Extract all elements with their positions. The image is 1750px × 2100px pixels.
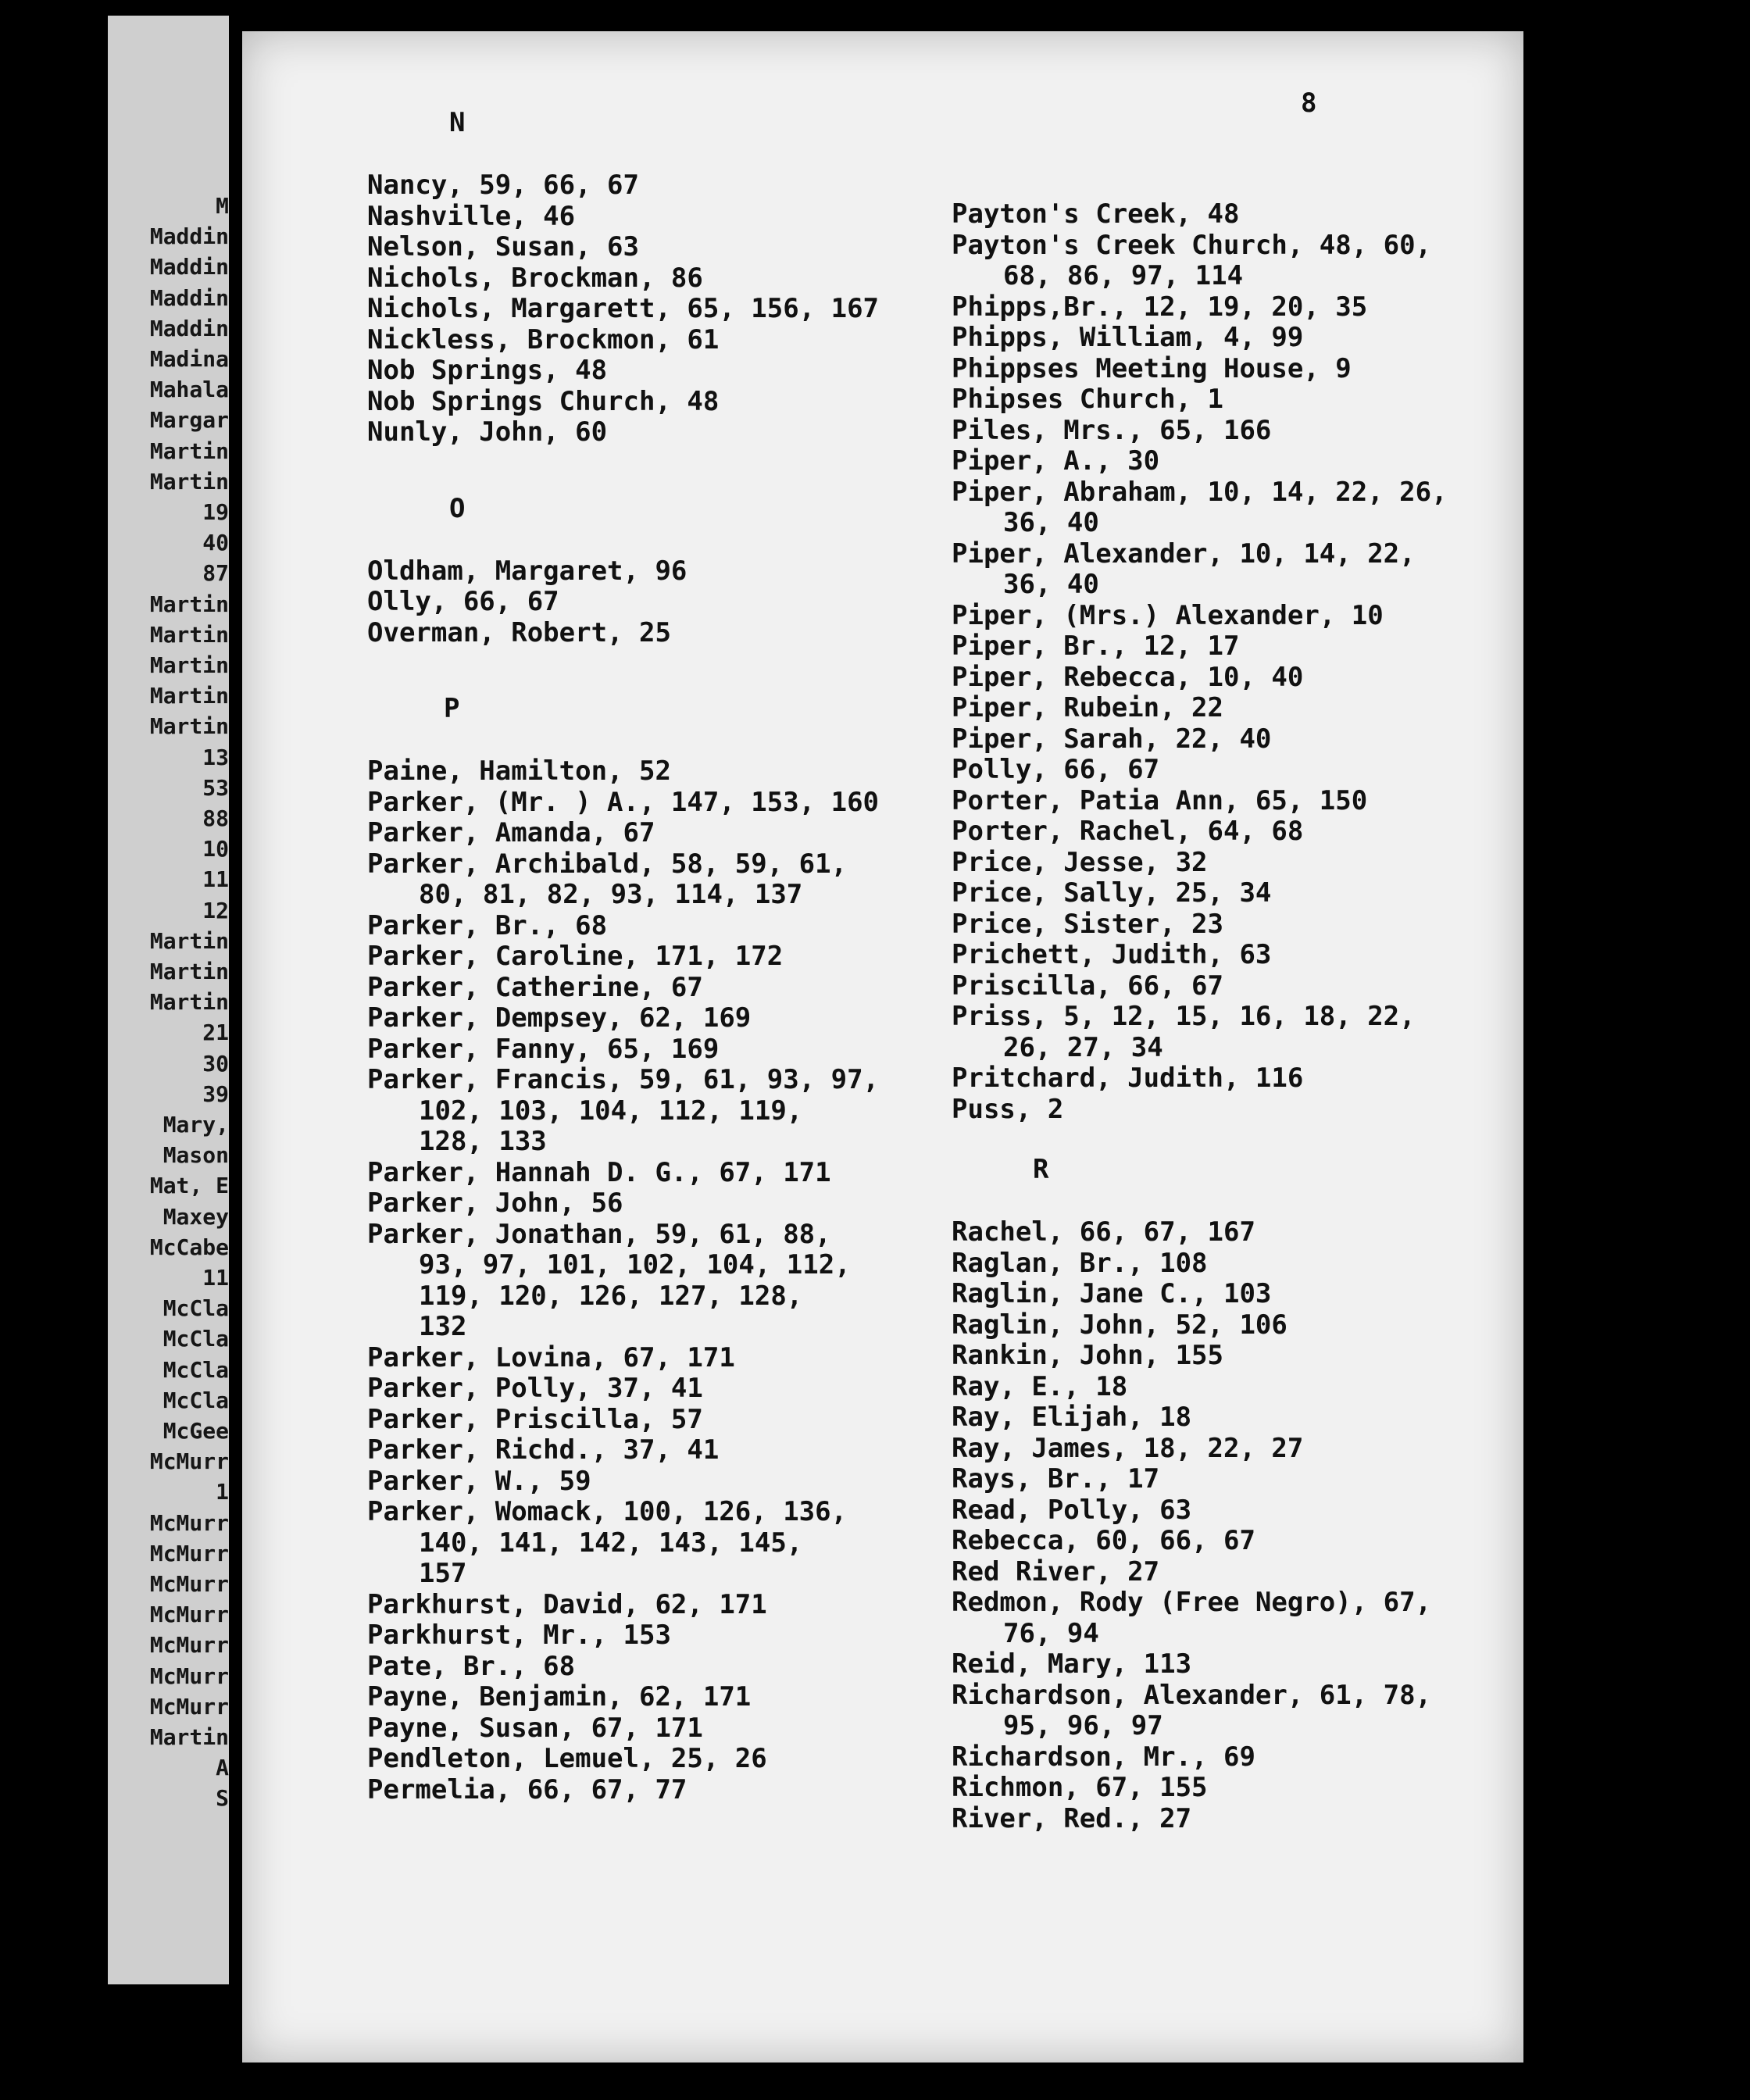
index-entry: Piper, (Mrs.) Alexander, 10 xyxy=(952,599,1384,631)
index-entry: Puss, 2 xyxy=(952,1093,1064,1125)
index-entry: Nancy, 59, 66, 67 xyxy=(367,170,639,201)
index-entry: Nichols, Brockman, 86 xyxy=(367,262,703,294)
margin-fragment: McGee xyxy=(162,1418,229,1444)
margin-fragment: 40 xyxy=(202,530,229,556)
index-entry: Payne, Susan, 67, 171 xyxy=(367,1712,703,1744)
section-letter: P xyxy=(444,693,460,724)
section-letter: R xyxy=(1033,1154,1049,1185)
index-entry: Parkhurst, Mr., 153 xyxy=(367,1620,671,1651)
index-entry-continuation: 36, 40 xyxy=(1003,507,1099,538)
index-entry: Parker, Richd., 37, 41 xyxy=(367,1434,720,1466)
index-entry: Permelia, 66, 67, 77 xyxy=(367,1773,688,1805)
margin-fragment: Martin xyxy=(149,1724,229,1750)
margin-fragment: Martin xyxy=(149,713,229,740)
index-entry: Nob Springs, 48 xyxy=(367,355,608,386)
margin-fragment: 19 xyxy=(202,499,229,525)
index-entry: Pritchard, Judith, 116 xyxy=(952,1062,1304,1094)
index-entry: Paine, Hamilton, 52 xyxy=(367,755,671,787)
margin-fragment: 1 xyxy=(216,1479,229,1505)
margin-fragment: Madina xyxy=(149,346,229,372)
margin-fragment: Martin xyxy=(149,468,229,495)
index-entry: Nickless, Brockmon, 61 xyxy=(367,323,720,355)
margin-fragment: M xyxy=(216,193,229,219)
index-entry: Nashville, 46 xyxy=(367,200,576,232)
index-entry: Richmon, 67, 155 xyxy=(952,1772,1208,1803)
margin-fragment: 30 xyxy=(202,1050,229,1077)
index-entry-continuation: 140, 141, 142, 143, 145, xyxy=(419,1527,803,1559)
index-entry: Read, Polly, 63 xyxy=(952,1494,1192,1526)
margin-fragment: Martin xyxy=(149,959,229,984)
margin-fragment: A xyxy=(216,1755,229,1781)
margin-fragment: Mason xyxy=(162,1142,229,1169)
margin-fragment: McMurr xyxy=(149,1509,229,1536)
index-entry-continuation: 36, 40 xyxy=(1003,569,1099,600)
index-entry: Phipps,Br., 12, 19, 20, 35 xyxy=(952,291,1368,323)
index-entry: Parker, Amanda, 67 xyxy=(367,817,655,848)
index-entry: Payton's Creek Church, 48, 60, xyxy=(952,229,1432,261)
margin-fragment: 10 xyxy=(202,836,229,862)
index-entry-continuation: 157 xyxy=(419,1558,467,1589)
index-entry: Red River, 27 xyxy=(952,1555,1160,1588)
index-entry: Nob Springs Church, 48 xyxy=(367,385,720,417)
margin-fragment: Martin xyxy=(149,683,229,709)
index-entry: Raglin, John, 52, 106 xyxy=(952,1309,1288,1341)
index-entry-continuation: 26, 27, 34 xyxy=(1003,1031,1163,1063)
index-entry: Piper, Br., 12, 17 xyxy=(952,630,1240,662)
index-entry: River, Red., 27 xyxy=(952,1802,1192,1834)
margin-fragment: Maddin xyxy=(149,254,229,280)
index-entry: Ray, Elijah, 18 xyxy=(952,1402,1192,1433)
index-entry: Raglan, Br., 108 xyxy=(952,1247,1208,1279)
index-entry: Parker, Archibald, 58, 59, 61, xyxy=(367,848,848,880)
page-number: 8 xyxy=(1301,88,1317,119)
index-entry: Piper, Rebecca, 10, 40 xyxy=(952,661,1304,693)
index-entry: Priss, 5, 12, 15, 16, 18, 22, xyxy=(952,1001,1416,1032)
index-entry: Parker, Dempsey, 62, 169 xyxy=(367,1002,752,1034)
index-entry: Phippses Meeting House, 9 xyxy=(952,352,1352,384)
margin-fragment: S xyxy=(216,1785,229,1812)
index-entry: Richardson, Mr., 69 xyxy=(952,1741,1255,1773)
index-entry: Price, Jesse, 32 xyxy=(952,846,1208,878)
index-entry: Pendleton, Lemuel, 25, 26 xyxy=(367,1743,767,1774)
index-entry: Piper, Abraham, 10, 14, 22, 26, xyxy=(952,476,1448,508)
section-letter: N xyxy=(449,107,466,138)
margin-fragment: 88 xyxy=(202,805,229,831)
index-entry: Polly, 66, 67 xyxy=(952,754,1160,785)
index-entry: Rankin, John, 155 xyxy=(952,1340,1223,1371)
margin-fragment: Martin xyxy=(149,591,229,617)
margin-fragment: McMurr xyxy=(149,1662,229,1689)
index-entry: Parker, John, 56 xyxy=(367,1188,623,1219)
margin-fragment: McMurr xyxy=(149,1693,229,1720)
index-entry-continuation: 119, 120, 126, 127, 128, xyxy=(419,1280,803,1312)
margin-fragment: 87 xyxy=(202,560,229,587)
index-entry: Nunly, John, 60 xyxy=(367,416,608,448)
index-entry: Piper, Sarah, 22, 40 xyxy=(952,723,1272,755)
index-entry: Price, Sister, 23 xyxy=(952,908,1223,940)
index-entry: Parker, Priscilla, 57 xyxy=(367,1403,703,1435)
index-entry: Oldham, Margaret, 96 xyxy=(367,555,688,587)
index-entry: Piper, Alexander, 10, 14, 22, xyxy=(952,538,1416,570)
index-entry: Nelson, Susan, 63 xyxy=(367,231,639,262)
index-entry: Rachel, 66, 67, 167 xyxy=(952,1216,1255,1248)
margin-fragment: Mary, xyxy=(162,1112,229,1138)
index-entry: Price, Sally, 25, 34 xyxy=(952,877,1272,909)
index-entry: Parker, (Mr. ) A., 147, 153, 160 xyxy=(367,786,880,818)
index-entry: Overman, Robert, 25 xyxy=(367,616,671,648)
index-entry: Parker, Jonathan, 59, 61, 88, xyxy=(367,1218,831,1250)
section-letter: O xyxy=(449,492,466,524)
index-entry: Parkhurst, David, 62, 171 xyxy=(367,1588,767,1620)
index-entry: Parker, Lovina, 67, 171 xyxy=(367,1341,735,1373)
index-entry-continuation: 76, 94 xyxy=(1003,1617,1099,1649)
margin-fragment: McCla xyxy=(162,1356,229,1383)
index-entry-continuation: 93, 97, 101, 102, 104, 112, xyxy=(419,1249,851,1280)
margin-fragment: 53 xyxy=(202,774,229,801)
index-entry: Phipses Church, 1 xyxy=(952,384,1223,415)
index-entry: Rays, Br., 17 xyxy=(952,1463,1160,1495)
margin-fragment: McCla xyxy=(162,1295,229,1322)
index-entry: Richardson, Alexander, 61, 78, xyxy=(952,1679,1432,1711)
margin-fragment: McMurr xyxy=(149,1571,229,1597)
index-entry: Parker, Caroline, 171, 172 xyxy=(367,941,784,972)
margin-fragment: Martin xyxy=(149,621,229,648)
index-page xyxy=(242,31,1523,2062)
index-entry: Piper, A., 30 xyxy=(952,445,1160,477)
margin-fragment: McMurr xyxy=(149,1632,229,1659)
index-entry: Parker, Catherine, 67 xyxy=(367,971,703,1003)
index-entry: Pate, Br., 68 xyxy=(367,1650,576,1682)
margin-fragment: Mahala xyxy=(149,377,229,403)
margin-fragment: 13 xyxy=(202,744,229,770)
index-entry: Ray, E., 18 xyxy=(952,1370,1128,1402)
index-entry-continuation: 128, 133 xyxy=(419,1126,547,1157)
margin-fragment: Maxey xyxy=(162,1203,229,1230)
index-entry-continuation: 95, 96, 97 xyxy=(1003,1710,1163,1741)
index-entry: Payton's Creek, 48 xyxy=(952,198,1240,230)
margin-fragment: Mat, E xyxy=(149,1173,229,1199)
margin-fragment: McCabe xyxy=(149,1234,229,1260)
index-entry: Parker, W., 59 xyxy=(367,1465,591,1497)
margin-fragment: 11 xyxy=(202,866,229,893)
index-entry: Parker, Fanny, 65, 169 xyxy=(367,1033,720,1065)
index-entry: Raglin, Jane C., 103 xyxy=(952,1278,1272,1309)
margin-fragment: Maddin xyxy=(149,284,229,311)
index-entry-continuation: 80, 81, 82, 93, 114, 137 xyxy=(419,879,803,910)
margin-fragment: McMurr xyxy=(149,1540,229,1566)
index-entry-continuation: 68, 86, 97, 114 xyxy=(1003,260,1244,291)
index-entry: Parker, Francis, 59, 61, 93, 97, xyxy=(367,1064,880,1095)
index-entry: Nichols, Margarett, 65, 156, 167 xyxy=(367,293,880,324)
margin-fragment: Martin xyxy=(149,438,229,464)
adjacent-page-margin xyxy=(108,16,229,1984)
index-entry: Olly, 66, 67 xyxy=(367,586,559,617)
index-entry: Rebecca, 60, 66, 67 xyxy=(952,1525,1255,1556)
index-entry: Payne, Benjamin, 62, 171 xyxy=(367,1681,752,1712)
margin-fragment: 11 xyxy=(202,1265,229,1291)
margin-fragment: Martin xyxy=(149,927,229,954)
index-entry: Phipps, William, 4, 99 xyxy=(952,322,1304,353)
index-entry: Prichett, Judith, 63 xyxy=(952,939,1272,970)
index-entry: Ray, James, 18, 22, 27 xyxy=(952,1432,1304,1464)
index-entry: Porter, Rachel, 64, 68 xyxy=(952,816,1304,847)
index-entry: Piper, Rubein, 22 xyxy=(952,692,1223,723)
index-entry: Parker, Womack, 100, 126, 136, xyxy=(367,1496,848,1527)
margin-fragment: Maddin xyxy=(149,223,229,250)
index-entry: Porter, Patia Ann, 65, 150 xyxy=(952,784,1368,816)
margin-fragment: 21 xyxy=(202,1020,229,1046)
margin-fragment: Martin xyxy=(149,989,229,1016)
margin-fragment: Martin xyxy=(149,652,229,678)
margin-fragment: Margar xyxy=(149,407,229,434)
margin-fragment: Maddin xyxy=(149,315,229,341)
index-entry: Parker, Br., 68 xyxy=(367,909,608,941)
index-entry: Parker, Hannah D. G., 67, 171 xyxy=(367,1156,831,1188)
index-entry: Parker, Polly, 37, 41 xyxy=(367,1373,703,1404)
index-entry-continuation: 132 xyxy=(419,1311,467,1342)
margin-fragment: 12 xyxy=(202,897,229,923)
index-entry-continuation: 102, 103, 104, 112, 119, xyxy=(419,1095,803,1127)
margin-fragment: 39 xyxy=(202,1080,229,1107)
margin-fragment: McMurr xyxy=(149,1448,229,1475)
margin-fragment: McCla xyxy=(162,1387,229,1413)
index-entry: Piles, Mrs., 65, 166 xyxy=(952,414,1272,446)
index-entry: Reid, Mary, 113 xyxy=(952,1648,1192,1680)
index-entry: Redmon, Rody (Free Negro), 67, xyxy=(952,1587,1432,1618)
margin-fragment: McCla xyxy=(162,1326,229,1352)
index-entry: Priscilla, 66, 67 xyxy=(952,970,1223,1002)
margin-fragment: McMurr xyxy=(149,1602,229,1628)
